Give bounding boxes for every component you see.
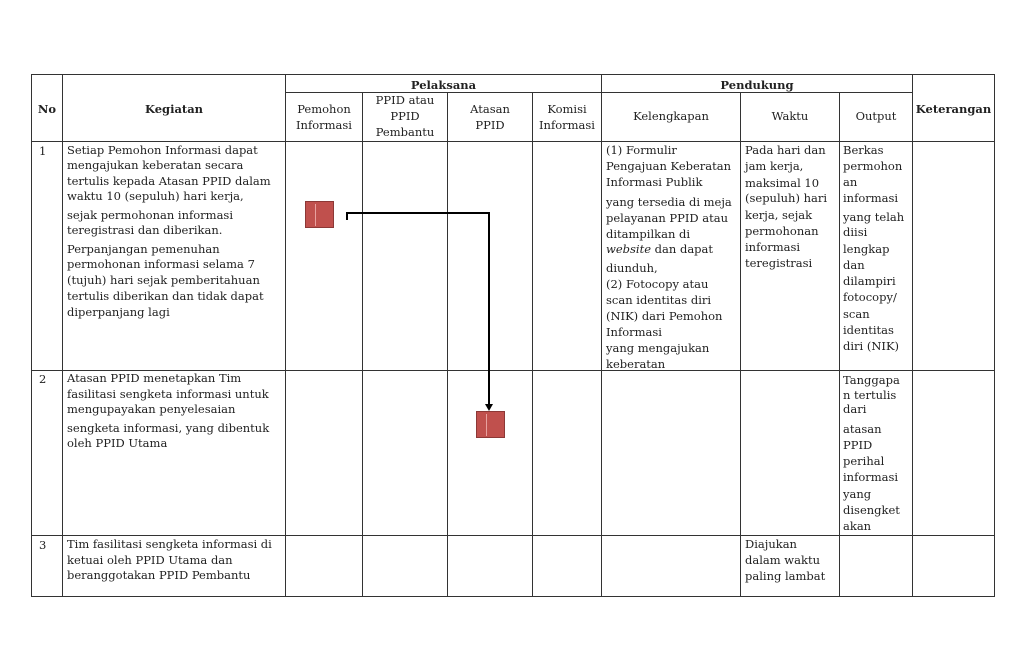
kegiatan-text: Tim fasilitasi sengketa informasi di (67, 537, 272, 551)
kelengkapan-text: (2) Fotocopy atau (606, 277, 709, 291)
header-atasan-line: Atasan (470, 102, 510, 116)
header-keterangan: Keterangan (915, 102, 992, 116)
col-divider (362, 92, 363, 597)
col-divider (839, 92, 840, 597)
kelengkapan-text: pelayanan PPID atau (606, 211, 729, 225)
row-number: 2 (39, 372, 47, 386)
kelengkapan-text: Informasi (606, 325, 662, 339)
kegiatan-text: (tujuh) hari sejak pemberitahuan (67, 273, 260, 287)
header-pendukung: Pendukung (720, 78, 794, 92)
kegiatan-text: beranggotakan PPID Pembantu (67, 568, 251, 582)
connector-line (346, 212, 490, 214)
kegiatan-text: ketuai oleh PPID Utama dan (67, 553, 233, 567)
output-text: yang (843, 487, 872, 501)
output-text: Berkas (843, 143, 884, 157)
output-text: lengkap (843, 242, 890, 256)
row-number: 1 (39, 144, 47, 158)
waktu-text: (sepuluh) hari (745, 191, 828, 205)
header-pemohon-line: Informasi (296, 118, 352, 132)
output-text: informasi (843, 470, 899, 484)
output-text: fotocopy/ (843, 290, 897, 304)
waktu-text: kerja, sejak (745, 208, 813, 222)
output-text: diri (NIK) (843, 339, 900, 353)
kegiatan-text: sejak permohonan informasi (67, 208, 234, 222)
table-border-left (31, 74, 32, 597)
output-text: Tanggapa (843, 373, 900, 387)
waktu-text: dalam waktu (745, 553, 821, 567)
output-text: yang telah (843, 210, 905, 224)
kegiatan-text: diperpanjang lagi (67, 305, 170, 319)
header-pemohon-line: Pemohon (297, 102, 351, 116)
kegiatan-text: tertulis kepada Atasan PPID dalam (67, 174, 271, 188)
output-text: dilampiri (843, 274, 896, 288)
kegiatan-text: permohonan informasi selama 7 (67, 257, 255, 271)
output-text: diisi (843, 225, 868, 239)
kelengkapan-text: diunduh, (606, 261, 658, 275)
procedure-table (31, 74, 995, 597)
kelengkapan-text: Informasi Publik (606, 175, 703, 189)
kelengkapan-text-rest: dan dapat (651, 242, 714, 256)
col-divider (62, 74, 63, 597)
output-text: PPID (843, 438, 873, 452)
col-divider (601, 74, 602, 597)
output-text: akan (843, 519, 872, 533)
header-komisi (533, 101, 601, 133)
kegiatan-text: oleh PPID Utama (67, 436, 168, 450)
waktu-text: permohonan (745, 224, 819, 238)
output-text: identitas (843, 323, 894, 337)
col-divider (740, 92, 741, 597)
kegiatan-text: mengupayakan penyelesaian (67, 402, 236, 416)
output-text: permohon (843, 159, 903, 173)
kegiatan-text: Perpanjangan pemenuhan (67, 242, 220, 256)
connector-line (488, 212, 490, 405)
kelengkapan-text: yang tersedia di meja (606, 195, 732, 209)
kegiatan-text: teregistrasi dan diberikan. (67, 223, 223, 237)
header-pelaksana: Pelaksana (410, 78, 477, 92)
website-italic: website (606, 242, 652, 256)
kegiatan-text: tertulis diberikan dan tidak dapat (67, 289, 264, 303)
header-kegiatan: Kegiatan (144, 102, 204, 116)
col-divider (912, 74, 913, 597)
col-divider (532, 92, 533, 597)
kelengkapan-text: ditampilkan di (606, 227, 691, 241)
header-atasan (448, 101, 532, 133)
table-border-top (31, 74, 995, 75)
header-no: No (37, 102, 57, 116)
waktu-text: maksimal 10 (745, 176, 820, 190)
output-text: an (843, 175, 858, 189)
output-text: n tertulis (843, 388, 897, 402)
header-komisi-line: Komisi (547, 102, 587, 116)
output-text: dan (843, 258, 865, 272)
kelengkapan-text: (NIK) dari Pemohon (606, 309, 723, 323)
table-border-right (994, 74, 995, 597)
kegiatan-text: mengajukan keberatan secara (67, 158, 244, 172)
kelengkapan-text: keberatan (606, 357, 666, 371)
header-ppid-line: Pembantu (375, 125, 435, 139)
col-divider (447, 92, 448, 597)
kegiatan-text: Atasan PPID menetapkan Tim (67, 371, 242, 385)
waktu-text: jam kerja, (745, 159, 804, 173)
kelengkapan-text: scan identitas diri (606, 293, 712, 307)
output-text: atasan (843, 422, 882, 436)
col-divider (285, 74, 286, 597)
waktu-text: Diajukan (745, 537, 797, 551)
output-text: informasi (843, 191, 899, 205)
kelengkapan-text: Pengajuan Keberatan (606, 159, 732, 173)
header-kelengkapan: Kelengkapan (633, 109, 709, 123)
header-ppid-pembantu (363, 92, 447, 140)
output-text: perihal (843, 454, 885, 468)
kelengkapan-text (606, 241, 713, 257)
header-ppid-line: PPID (390, 109, 420, 123)
header-atasan-line: PPID (475, 118, 505, 132)
arrow-head-icon (485, 404, 493, 411)
header-output: Output (855, 109, 897, 123)
header-ppid-line: PPID atau (375, 93, 435, 107)
header-waktu: Waktu (771, 109, 809, 123)
waktu-text: informasi (745, 240, 801, 254)
kelengkapan-text: yang mengajukan (606, 341, 710, 355)
kegiatan-text: Setiap Pemohon Informasi dapat (67, 143, 258, 157)
waktu-text: paling lambat (745, 569, 826, 583)
kegiatan-text: sengketa informasi, yang dibentuk (67, 421, 270, 435)
output-text: dari (843, 402, 867, 416)
output-text: scan (843, 307, 870, 321)
header-pemohon (286, 101, 362, 133)
kegiatan-text: waktu 10 (sepuluh) hari kerja, (67, 189, 244, 203)
process-box-atasan (476, 411, 505, 438)
row-number: 3 (39, 538, 47, 552)
waktu-text: teregistrasi (745, 256, 813, 270)
kelengkapan-text: (1) Formulir (606, 143, 677, 157)
table-border-bottom (31, 596, 995, 597)
waktu-text: Pada hari dan (745, 143, 826, 157)
process-box-pemohon (305, 201, 334, 228)
header-komisi-line: Informasi (539, 118, 595, 132)
kegiatan-text: fasilitasi sengketa informasi untuk (67, 387, 269, 401)
output-text: disengket (843, 503, 900, 517)
